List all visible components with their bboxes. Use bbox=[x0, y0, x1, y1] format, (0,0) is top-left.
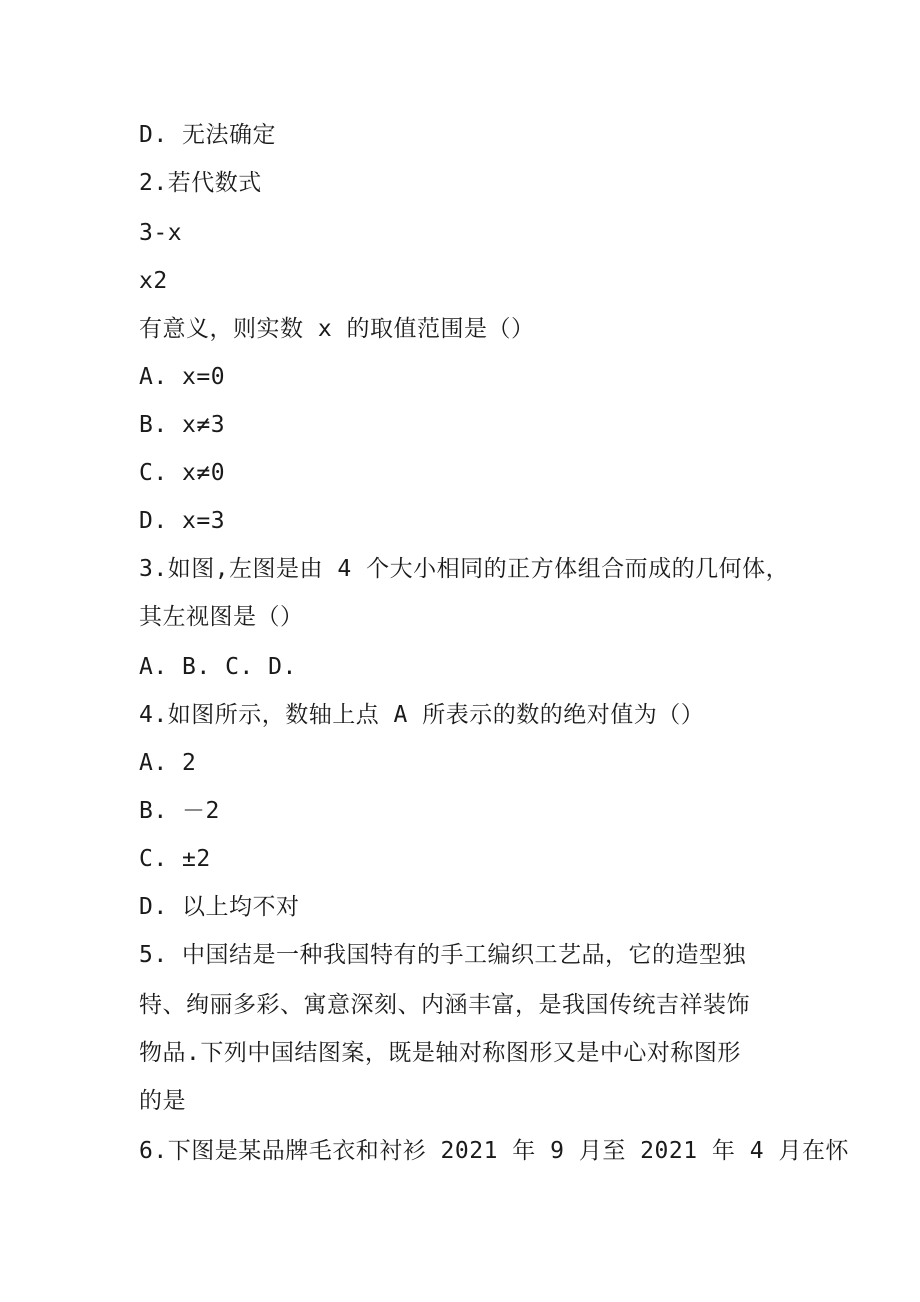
option-a-q2: A. x=0 bbox=[139, 364, 226, 390]
question-3-stem-cont: 其左视图是（） bbox=[139, 604, 304, 630]
option-c-q4: C. ±2 bbox=[139, 846, 211, 872]
option-d-q2: D. x=3 bbox=[139, 508, 226, 534]
question-6-stem: 6.下图是某品牌毛衣和衬衫 2021 年 9 月至 2021 年 4 月在怀 bbox=[139, 1138, 849, 1164]
option-b-q4: B. －2 bbox=[139, 798, 220, 824]
options-q3: A. B. C. D. bbox=[139, 654, 297, 680]
option-d-q4: D. 以上均不对 bbox=[139, 894, 300, 920]
question-2-stem: 2.若代数式 bbox=[139, 170, 262, 196]
question-2-condition: 有意义，则实数 x 的取值范围是（） bbox=[139, 316, 535, 342]
option-a-q4: A. 2 bbox=[139, 750, 197, 776]
option-b-q2: B. x≠3 bbox=[139, 412, 226, 438]
question-5-stem-line2: 特、绚丽多彩、寓意深刻、内涵丰富，是我国传统吉祥装饰 bbox=[139, 992, 750, 1018]
question-4-stem: 4.如图所示，数轴上点 A 所表示的数的绝对值为（） bbox=[139, 702, 705, 728]
fraction-numerator: 3-x bbox=[139, 220, 183, 246]
question-3-stem: 3.如图,左图是由 4 个大小相同的正方体组合而成的几何体， bbox=[139, 556, 790, 582]
question-5-stem: 5. 中国结是一种我国特有的手工编织工艺品，它的造型独 bbox=[139, 942, 747, 968]
fraction-denominator: x2 bbox=[139, 268, 168, 294]
question-5-stem-line3: 物品.下列中国结图案，既是轴对称图形又是中心对称图形 bbox=[139, 1040, 741, 1066]
question-5-stem-line4: 的是 bbox=[139, 1088, 186, 1114]
option-c-q2: C. x≠0 bbox=[139, 460, 226, 486]
option-d-q1: D. 无法确定 bbox=[139, 122, 277, 148]
